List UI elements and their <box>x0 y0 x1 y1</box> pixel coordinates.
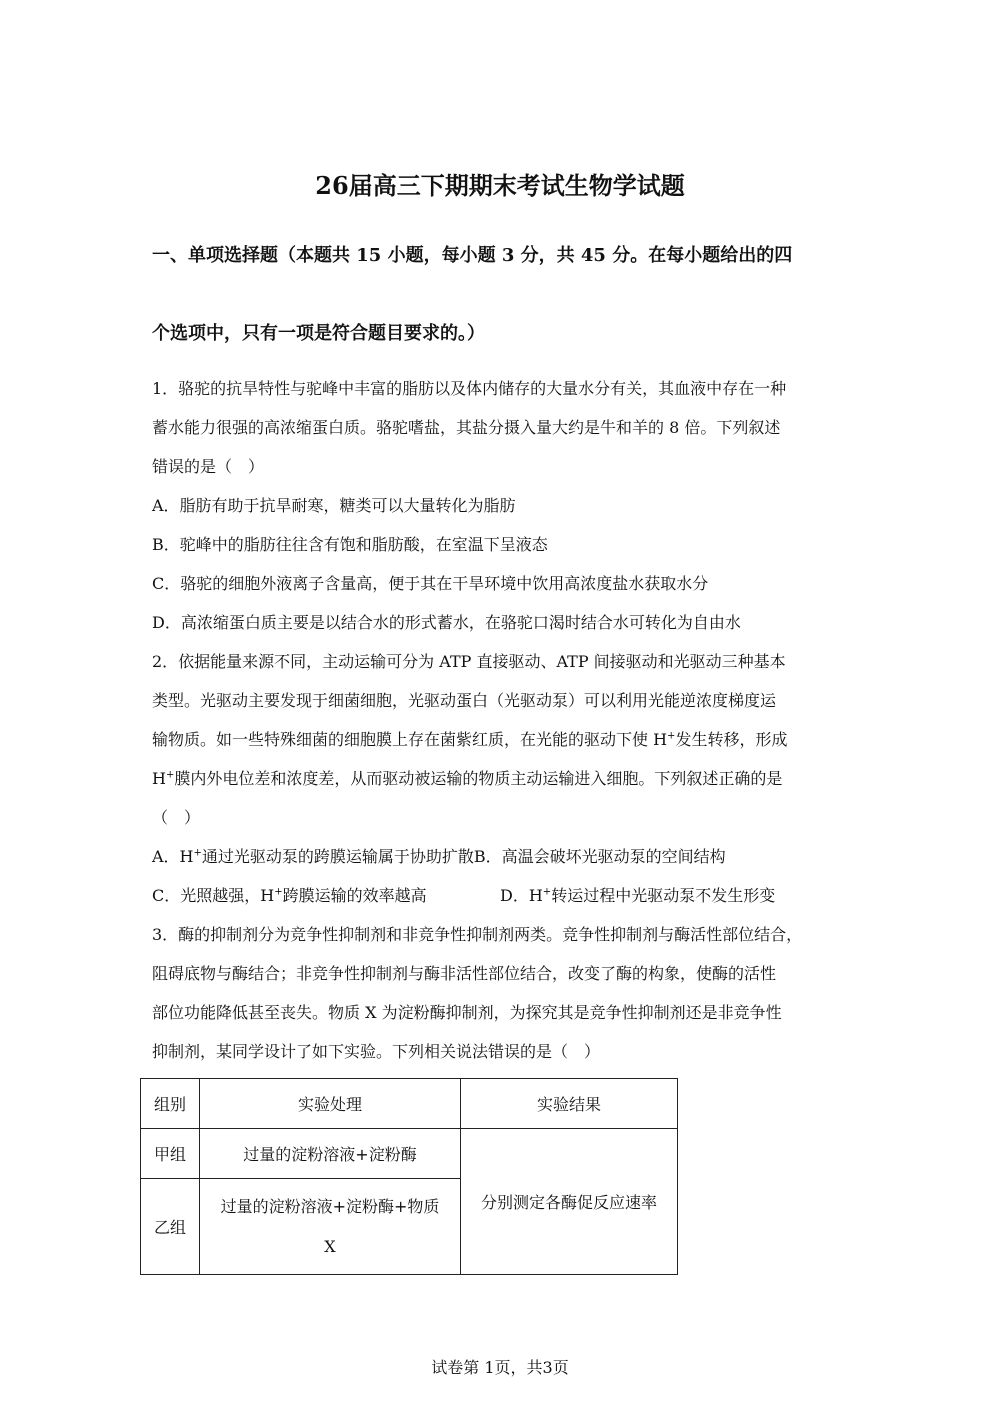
q2-options-row-2 <box>152 884 872 908</box>
superscript-plus: + <box>165 769 175 781</box>
q2-stem-line-4-text: 膜内外电位差和浓度差，从而驱动被运输的物质主动运输进入细胞。下列叙述正确的是 <box>174 769 783 788</box>
header-treatment: 实验处理 <box>200 1079 461 1129</box>
superscript-plus: + <box>274 886 283 898</box>
header-group: 组别 <box>141 1079 200 1129</box>
table-row <box>141 1129 678 1179</box>
treatment-yi-line-1: 过量的淀粉溶液+淀粉酶+物质 <box>220 1196 440 1216</box>
result-cell: 分别测定各酶促反应速率 <box>461 1129 678 1275</box>
section-heading-line-1: 一、单项选择题（本题共 15 小题，每小题 3 分，共 45 分。在每小题给出的四 <box>152 245 793 266</box>
group-jia: 甲组 <box>141 1129 200 1179</box>
header-result: 实验结果 <box>461 1079 678 1129</box>
q1-option-c: C．骆驼的细胞外液离子含量高，便于其在干旱环境中饮用高浓度盐水获取水分 <box>152 574 709 593</box>
group-yi: 乙组 <box>141 1179 200 1275</box>
q3-stem-line-2: 阻碍底物与酶结合；非竞争性抑制剂与酶非活性部位结合，改变了酶的构象，使酶的活性 <box>152 964 777 983</box>
q2-stem-line-5: （ ） <box>152 808 201 827</box>
q3-stem-line-3: 部位功能降低甚至丧失。物质 X 为淀粉酶抑制剂，为探究其是竞争性抑制剂还是非竞争性 <box>152 1003 782 1022</box>
q2-option-b: B．高温会破坏光驱动泵的空间结构 <box>473 847 726 866</box>
q2-option-d: D．H+转运过程中光驱动泵不发生形变 <box>500 886 776 905</box>
treatment-yi-line-2: X <box>324 1236 336 1256</box>
q2-stem-line-4-h: H <box>152 769 166 788</box>
q1-stem-line-1: 1．骆驼的抗旱特性与驼峰中丰富的脂肪以及体内储存的大量水分有关，其血液中存在一种 <box>152 379 787 398</box>
superscript-plus: + <box>542 886 552 898</box>
q2-stem-line-3 <box>152 728 872 752</box>
treatment-jia: 过量的淀粉溶液+淀粉酶 <box>200 1129 461 1179</box>
q1-option-a: A．脂肪有助于抗旱耐寒，糖类可以大量转化为脂肪 <box>152 496 516 515</box>
superscript-plus: + <box>667 730 676 742</box>
q1-stem-line-3: 错误的是（ ） <box>152 457 265 476</box>
section-heading-line-2: 个选项中，只有一项是符合题目要求的。） <box>152 323 485 344</box>
superscript-plus: + <box>193 847 202 859</box>
q3-stem-line-4: 抑制剂，某同学设计了如下实验。下列相关说法错误的是（ ） <box>152 1042 601 1061</box>
q2-stem-line-1: 2．依据能量来源不同，主动运输可分为 ATP 直接驱动、ATP 间接驱动和光驱动三种基本 <box>152 652 786 671</box>
q2-option-a: A．H+通过光驱动泵的跨膜运输属于协助扩散 <box>152 847 474 866</box>
table-header-row <box>141 1079 678 1129</box>
page-footer: 试卷第 1页，共3页 <box>431 1358 569 1377</box>
q1-option-b: B．驼峰中的脂肪往往含有饱和脂肪酸，在室温下呈液态 <box>152 535 548 554</box>
q2-stem-line-2: 类型。光驱动主要发现于细菌细胞，光驱动蛋白（光驱动泵）可以利用光能逆浓度梯度运 <box>152 691 777 710</box>
q2-options-row-1 <box>152 845 872 869</box>
q3-stem-line-1: 3．酶的抑制剂分为竞争性抑制剂和非竞争性抑制剂两类。竞争性抑制剂与酶活性部位结合， <box>152 925 803 944</box>
treatment-yi <box>200 1179 461 1275</box>
experiment-table <box>140 1078 678 1275</box>
q2-stem-line-4 <box>152 767 872 791</box>
q1-option-d: D．高浓缩蛋白质主要是以结合水的形式蓄水，在骆驼口渴时结合水可转化为自由水 <box>152 613 741 632</box>
q2-stem-line-3-text-a: 输物质。如一些特殊细菌的细胞膜上存在菌紫红质，在光能的驱动下使 H <box>152 730 668 749</box>
q1-stem-line-2: 蓄水能力很强的高浓缩蛋白质。骆驼嗜盐，其盐分摄入量大约是牛和羊的 8 倍。下列叙述 <box>152 418 781 437</box>
q2-stem-line-3-text-b: 发生转移，形成 <box>675 730 788 749</box>
page-title: 26届高三下期期末考试生物学试题 <box>315 171 685 200</box>
q2-option-c: C．光照越强，H+跨膜运输的效率越高 <box>152 886 427 905</box>
